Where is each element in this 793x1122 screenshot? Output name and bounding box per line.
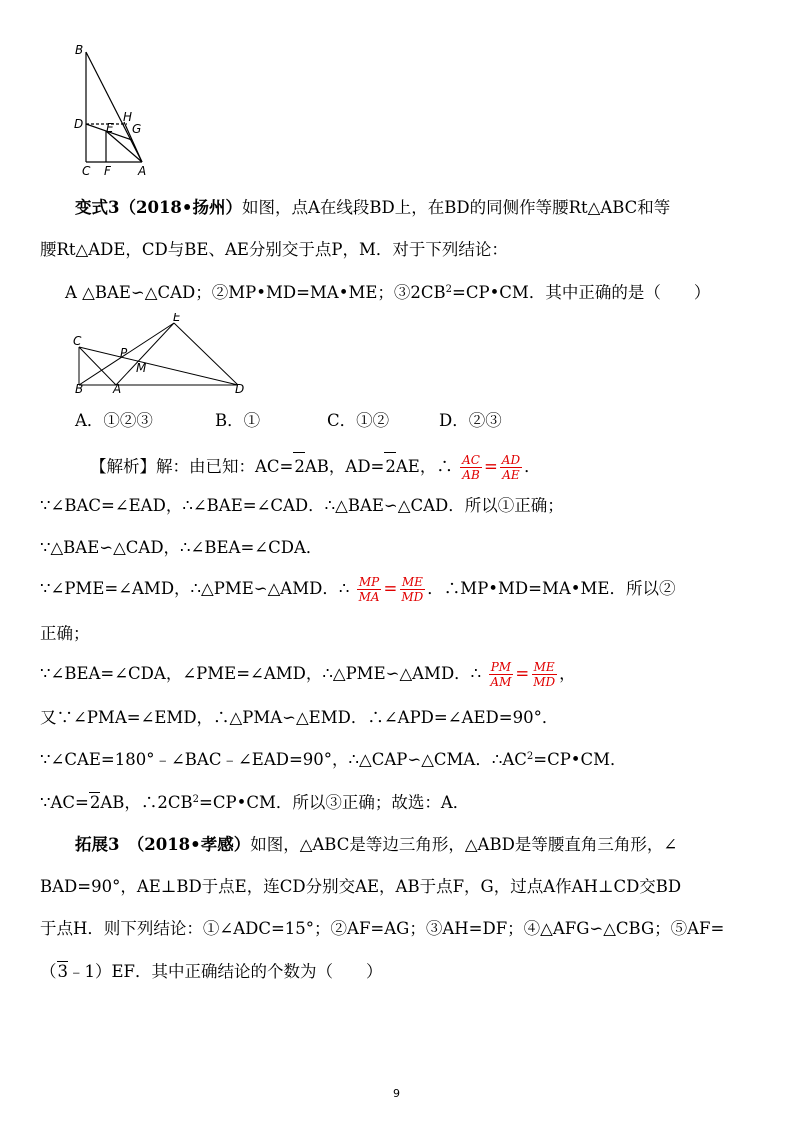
variant3-line3: A △BAE∽△CAD；②MP•MD=MA•ME；$③2CB^2=CP•CM$．其中正确的是（ ）: [65, 283, 711, 302]
label-M: M: [136, 361, 147, 375]
fraction-ad-ae: $\frac{AD}{AE}$: [501, 453, 521, 482]
solution-line4: ∵∠PME=∠AMD，∴△PME∽△AMD．∴ $\frac{MP}{MA}$ = $\frac{ME}{MD}$ ．∴MP•MD=MA•ME．所以②: [40, 575, 676, 604]
sqrt-2-a: 2: [293, 452, 305, 481]
fraction-mp-ma: $\frac{MP}{MA}$: [358, 575, 380, 604]
solution-tag: 【解析】: [90, 457, 156, 476]
label-A: A: [138, 164, 147, 178]
variant3-heading: 变式3（2018•扬州）: [75, 198, 242, 217]
option-a: A．①②③: [75, 411, 153, 430]
option-d: D．②③: [439, 411, 502, 430]
segment-CD: [79, 347, 238, 385]
label-D: D: [235, 382, 245, 395]
extension3-heading: 拓展3 （2018•孝感）: [75, 835, 251, 854]
solution-line3: ∵△BAE∽△CAD，∴∠BEA=∠CDA．: [40, 538, 323, 557]
label-D: D: [74, 117, 84, 131]
figure-2-diagram: [70, 313, 250, 395]
label-B: B: [75, 43, 84, 57]
sqrt-2-c: 2: [89, 793, 101, 812]
segment-ED: [174, 323, 238, 385]
option-c: C．①②: [327, 411, 390, 430]
solution-line8: ∵∠CAE=180°﹣∠BAC﹣∠EAD=90°，∴△CAP∽△CMA．$\therefore AC^2=CP•CM$．: [40, 750, 627, 769]
label-E: E: [173, 313, 181, 324]
solution-line9: ∵AC=2AB，$\therefore 2CB^2=CP•CM$．所以③正确；故选：A．: [40, 793, 470, 812]
label-A: A: [113, 382, 122, 395]
label-E: E: [106, 121, 114, 135]
option-b: B．①: [215, 411, 261, 430]
fraction-me-md-2: $\frac{ME}{MD}$: [533, 660, 556, 689]
label-G: G: [132, 122, 142, 136]
label-H: H: [123, 110, 133, 124]
variant3-options: [75, 411, 502, 431]
fraction-pm-am: $\frac{PM}{AM}$: [490, 660, 512, 689]
label-B: B: [75, 382, 84, 395]
sqrt-3: 3: [57, 962, 68, 981]
solution-line1: 【解析】解：由已知：AC=2AB，AD=2AE，∴ $\frac{AC}{AB}$ = $\frac{AD}{AE}$ ．: [90, 453, 541, 482]
label-C: C: [82, 164, 91, 178]
fraction-me-md: $\frac{ME}{MD}$: [401, 575, 424, 604]
solution-line2: ∵∠BAC=∠EAD，∴∠BAE=∠CAD．∴△BAE∽△CAD．所以①正确；: [40, 496, 564, 515]
variant3-line2: 腰Rt△ADE，CD与BE、AE分别交于点P，M．对于下列结论：: [40, 240, 508, 259]
extension3-line3: 于点H．则下列结论：①∠ADC=15°；②AF=AG；③AH=DF；④△AFG∽△CBG；⑤AF=: [40, 919, 725, 938]
segment-CA: [79, 347, 116, 385]
extension3-line1: 拓展3 （2018•孝感）如图，△ABC是等边三角形，△ABD是等腰直角三角形，∠: [75, 835, 678, 854]
solution-line7: 又∵∠PMA=∠EMD，∴△PMA∽△EMD．∴∠APD=∠AED=90°．: [40, 708, 559, 727]
solution-line5: 正确；: [40, 624, 90, 643]
page-number: 9: [393, 1087, 400, 1100]
fraction-ac-ab: $\frac{AC}{AB}$: [462, 453, 480, 482]
label-P: P: [120, 346, 128, 360]
figure-1-diagram: [72, 40, 162, 180]
label-C: C: [73, 334, 82, 348]
variant3-line1: 变式3（2018•扬州）如图，点A在线段BD上，在BD的同侧作等腰Rt△ABC和等: [75, 198, 671, 217]
label-F: F: [104, 164, 111, 178]
segment-BA: [86, 52, 142, 162]
extension3-line4: （3﹣1）EF．其中正确结论的个数为（ ）: [40, 962, 383, 981]
solution-line6: ∵∠BEA=∠CDA，∠PME=∠AMD，∴△PME∽△AMD．∴ $\frac{PM}{AM}$ = $\frac{ME}{MD}$ ，: [40, 660, 576, 689]
sqrt-2-b: 2: [384, 452, 396, 481]
extension3-line2: BAD=90°，AE⊥BD于点E，连CD分别交AE，AB于点F，G，过点A作AH⊥CD交BD: [40, 877, 682, 896]
